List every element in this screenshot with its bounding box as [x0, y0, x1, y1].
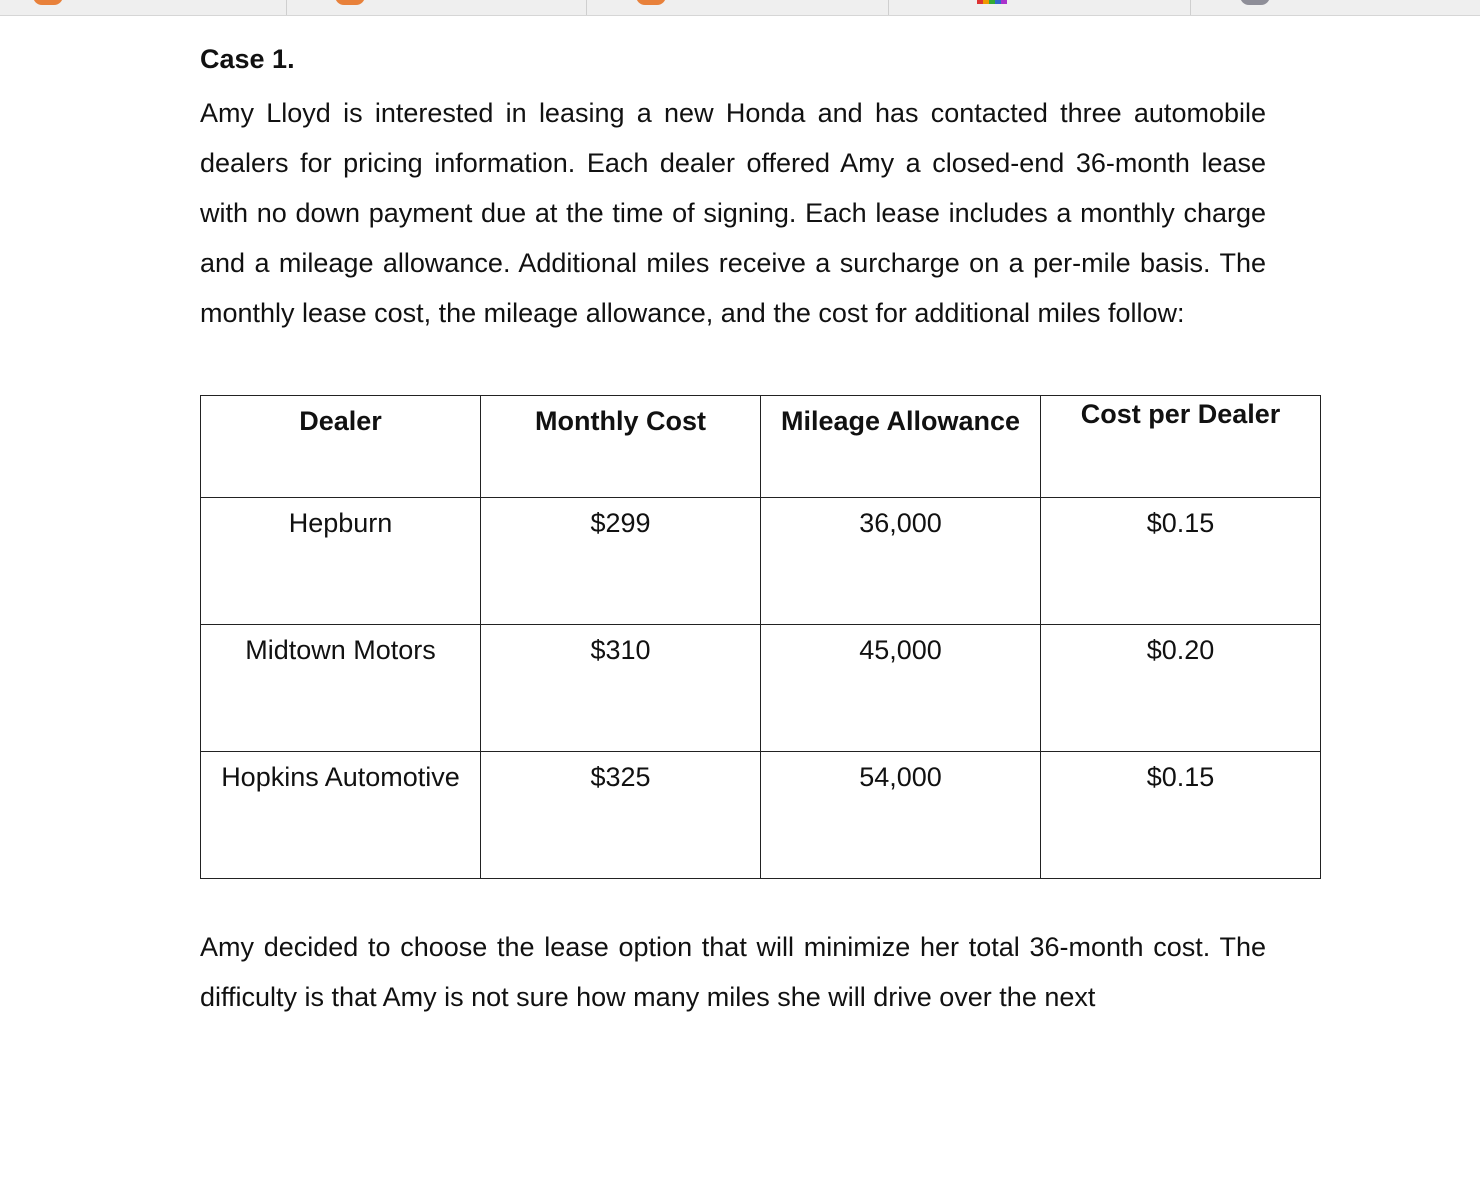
- intro-paragraph: Amy Lloyd is interested in leasing a new Honda and has contacted three automobile dealers for pricing information. Each dealer offered Amy a closed-end 36-month lease with no down payment due at the time of signing. Each lease includes a monthly charge and a mileage allowance. Additional miles receive a surcharge on a per-mile basis. The monthly lease cost, the mileage allowance, and the cost for additional miles follow:: [200, 98, 1266, 328]
- browser-tab-bar: [0, 0, 1480, 16]
- app-icon-3[interactable]: [636, 0, 666, 5]
- table-row: [201, 625, 1321, 752]
- closing-paragraph: Amy decided to choose the lease option that will minimize her total 36-month cost. The difficulty is that Amy is not sure how many miles she will drive over the next: [200, 932, 1266, 1012]
- cell-mileage-allowance: 54,000: [761, 752, 1041, 879]
- table-header-row: [201, 396, 1321, 498]
- tab-separator: [286, 0, 287, 15]
- cell-monthly-cost: $299: [481, 498, 761, 625]
- tab-separator: [586, 0, 587, 15]
- lease-table: [200, 395, 1321, 879]
- cell-monthly-cost: $310: [481, 625, 761, 752]
- app-icon-2[interactable]: [335, 0, 365, 5]
- cell-monthly-cost: $325: [481, 752, 761, 879]
- cell-cost-per-mile: $0.15: [1041, 498, 1321, 625]
- table-row: [201, 752, 1321, 879]
- cell-dealer: Midtown Motors: [201, 625, 481, 752]
- cell-cost-per-mile: $0.15: [1041, 752, 1321, 879]
- table-row: [201, 498, 1321, 625]
- header-mileage-allowance: Mileage Allowance: [761, 396, 1041, 498]
- app-icon-1[interactable]: [33, 0, 63, 5]
- tab-separator: [888, 0, 889, 15]
- case-title: Case 1.: [200, 44, 295, 74]
- header-cost-per-dealer: Cost per Dealer: [1041, 396, 1321, 498]
- cell-mileage-allowance: 45,000: [761, 625, 1041, 752]
- app-icon-5[interactable]: [1240, 0, 1270, 5]
- cell-dealer: Hopkins Automotive: [201, 752, 481, 879]
- app-icon-4[interactable]: [977, 0, 1007, 4]
- cell-dealer: Hepburn: [201, 498, 481, 625]
- tab-separator: [1190, 0, 1191, 15]
- cell-cost-per-mile: $0.20: [1041, 625, 1321, 752]
- cell-mileage-allowance: 36,000: [761, 498, 1041, 625]
- header-monthly-cost: Monthly Cost: [481, 396, 761, 498]
- header-dealer: Dealer: [201, 396, 481, 498]
